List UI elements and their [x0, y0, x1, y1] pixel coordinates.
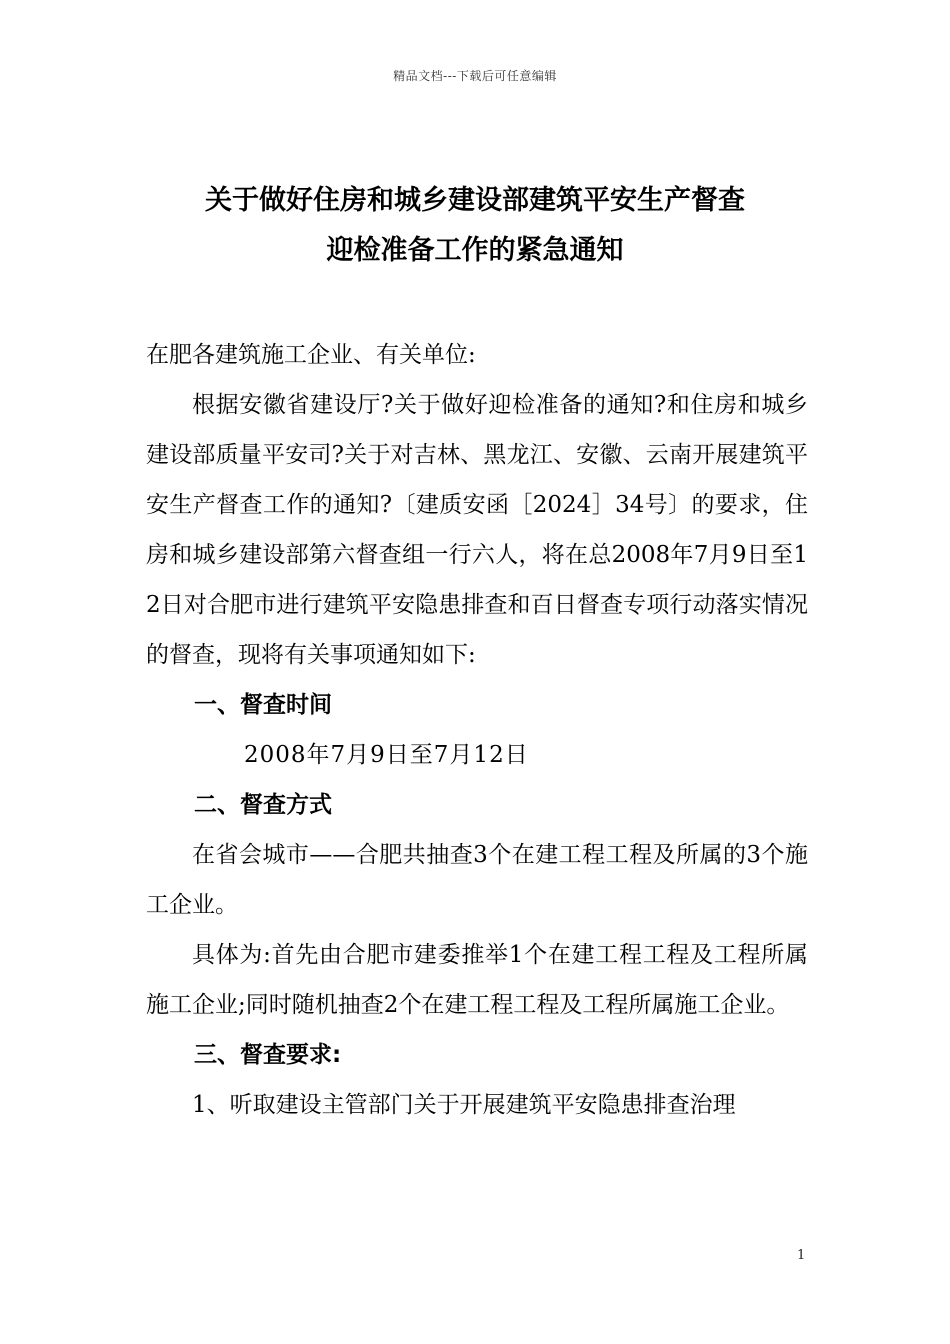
document-body — [146, 330, 808, 1130]
title-line-1: 关于做好住房和城乡建设部建筑平安生产督查 — [205, 185, 745, 216]
intro-paragraph: 根据安徽省建设厅?关于做好迎检准备的通知?和住房和城乡建设部质量平安司?关于对吉林、黑龙江、安徽、云南开展建筑平安生产督查工作的通知?〔建质安函［2024］34号〕的要求，住房和城乡建设部第六督查组一行六人，将在总2008年7月9日至12日对合肥市进行建筑平安隐患排查和百日督查专项行动落实情况的督查，现将有关事项通知如下: — [146, 392, 808, 668]
section-2-paragraph-1: 在省会城市——合肥共抽查3个在建工程工程及所属的3个施工企业。 — [146, 842, 808, 918]
page-number: 1 — [797, 1248, 806, 1263]
section-2-paragraph-2: 具体为:首先由合肥市建委推举1个在建工程工程及工程所属施工企业;同时随机抽查2个在建工程工程及工程所属施工企业。 — [146, 942, 808, 1018]
section-2-heading: 二、督查方式 — [194, 792, 332, 818]
section-3-item-1: 1、听取建设主管部门关于开展建筑平安隐患排查治理 — [192, 1092, 736, 1118]
section-1-date: 2008年7月9日至7月12日 — [244, 742, 529, 768]
title-line-2: 迎检准备工作的紧急通知 — [326, 235, 624, 266]
document-title — [0, 176, 950, 276]
section-3-heading: 三、督查要求: — [194, 1042, 342, 1068]
salutation: 在肥各建筑施工企业、有关单位: — [146, 342, 476, 368]
header-note: 精品文档---下载后可任意编辑 — [393, 69, 557, 83]
section-1-heading: 一、督查时间 — [194, 692, 332, 718]
